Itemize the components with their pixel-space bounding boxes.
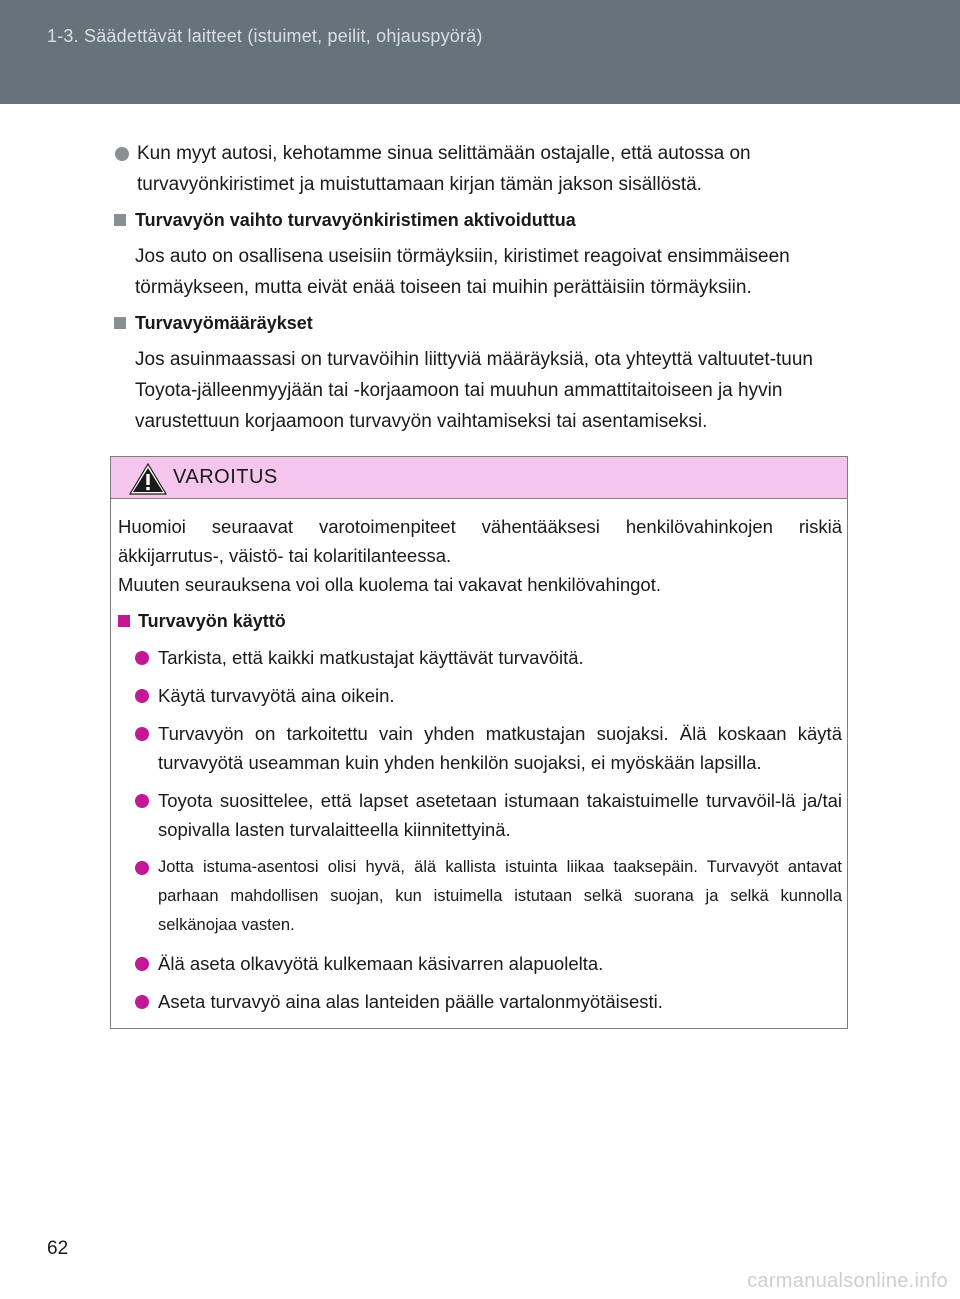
page-number: 62 bbox=[47, 1238, 69, 1259]
bullet-dot-icon bbox=[135, 995, 149, 1009]
warning-item-text: Jotta istuma-asentosi olisi hyvä, älä kallista istuinta liikaa taaksepäin. Turvavyöt antavat parhaan mahdollisen suojan, kun istuimella istutaan selkä suorana ja selkä kunnolla selkänojaa vasten. bbox=[158, 858, 842, 934]
bullet-dot-icon bbox=[135, 727, 149, 741]
warning-triangle-icon bbox=[128, 462, 168, 496]
warning-subheading-text: Turvavyön käyttö bbox=[138, 611, 286, 631]
section-paragraph-regulations: Jos asuinmaassasi on turvavöihin liittyviä määräyksiä, ota yhteyttä valtuutet-tuun Toyota-jälleenmyyjään tai -korjaamoon tai muuhun ammattitaitoiseen ja hyvin varustettuun korjaamoon turvavyön vaihtamiseksi tai asentamiseksi. bbox=[135, 349, 813, 432]
warning-item bbox=[118, 786, 842, 844]
warning-item bbox=[118, 949, 842, 978]
warning-item-text: Älä aseta olkavyötä kulkemaan käsivarren alapuolelta. bbox=[158, 953, 604, 974]
square-bullet-icon bbox=[114, 214, 126, 226]
section-paragraph-replacement: Jos auto on osallisena useisiin törmäyksiin, kiristimet reagoivat ensimmäiseen törmäykseen, mutta eivät enää toiseen tai muihin perättäisiin törmäyksiin. bbox=[135, 246, 790, 298]
intro-bullet-text: Kun myyt autosi, kehotamme sinua selittämään ostajalle, että autossa on turvavyönkiristimet ja muistuttamaan kirjan tämän jakson sisällöstä. bbox=[137, 143, 751, 195]
intro-bullet bbox=[114, 138, 842, 200]
section-heading-regulations bbox=[114, 309, 842, 337]
warning-item-text: Turvavyön on tarkoitettu vain yhden matkustajan suojaksi. Älä koskaan käytä turvavyötä useamman kuin yhden henkilön suojaksi, ei myöskään lapsilla. bbox=[158, 723, 842, 773]
warning-item-text: Aseta turvavyö aina alas lanteiden päälle vartalonmyötäisesti. bbox=[158, 991, 663, 1012]
warning-intro-line: äkkijarrutus-, väistö- tai kolaritilanteessa. bbox=[118, 545, 452, 566]
warning-item-text: Tarkista, että kaikki matkustajat käyttävät turvavöitä. bbox=[158, 647, 584, 668]
warning-intro-line: Muuten seurauksena voi olla kuolema tai vakavat henkilövahingot. bbox=[118, 574, 661, 595]
section-title: 1-3. Säädettävät laitteet (istuimet, peilit, ohjauspyörä) bbox=[47, 26, 483, 46]
watermark-text: carmanualsonline.info bbox=[747, 1270, 948, 1292]
warning-intro-line: Huomioi seuraavat varotoimenpiteet vähentääksesi henkilövahinkojen riskiä bbox=[118, 516, 842, 537]
section-heading-text: Turvavyömääräykset bbox=[135, 313, 313, 333]
bullet-dot-icon bbox=[135, 957, 149, 971]
warning-item-text: Käytä turvavyötä aina oikein. bbox=[158, 685, 395, 706]
warning-item bbox=[118, 719, 842, 777]
warning-title: VAROITUS bbox=[173, 466, 278, 488]
bullet-dot-icon bbox=[115, 147, 129, 161]
warning-item-text: Toyota suosittelee, että lapset asetetaan istumaan takaistuimelle turvavöil-lä ja/tai sopivalla lasten turvalaitteella kiinnitettyinä. bbox=[158, 790, 842, 840]
warning-item bbox=[118, 681, 842, 710]
warning-item bbox=[118, 987, 842, 1016]
warning-item bbox=[118, 853, 842, 940]
section-heading-text: Turvavyön vaihto turvavyönkiristimen aktivoiduttua bbox=[135, 210, 576, 230]
square-bullet-icon bbox=[114, 317, 126, 329]
main-content bbox=[114, 138, 842, 443]
bullet-dot-icon bbox=[135, 651, 149, 665]
section-heading-replacement bbox=[114, 206, 842, 234]
warning-subheading bbox=[118, 607, 842, 635]
header-band bbox=[0, 0, 960, 104]
bullet-dot-icon bbox=[135, 861, 149, 875]
square-bullet-icon bbox=[118, 615, 130, 627]
bullet-dot-icon bbox=[135, 794, 149, 808]
warning-item bbox=[118, 643, 842, 672]
warning-header bbox=[111, 457, 847, 499]
warning-intro bbox=[118, 512, 842, 599]
warning-box bbox=[110, 456, 848, 1029]
bullet-dot-icon bbox=[135, 689, 149, 703]
warning-body bbox=[118, 512, 842, 1025]
